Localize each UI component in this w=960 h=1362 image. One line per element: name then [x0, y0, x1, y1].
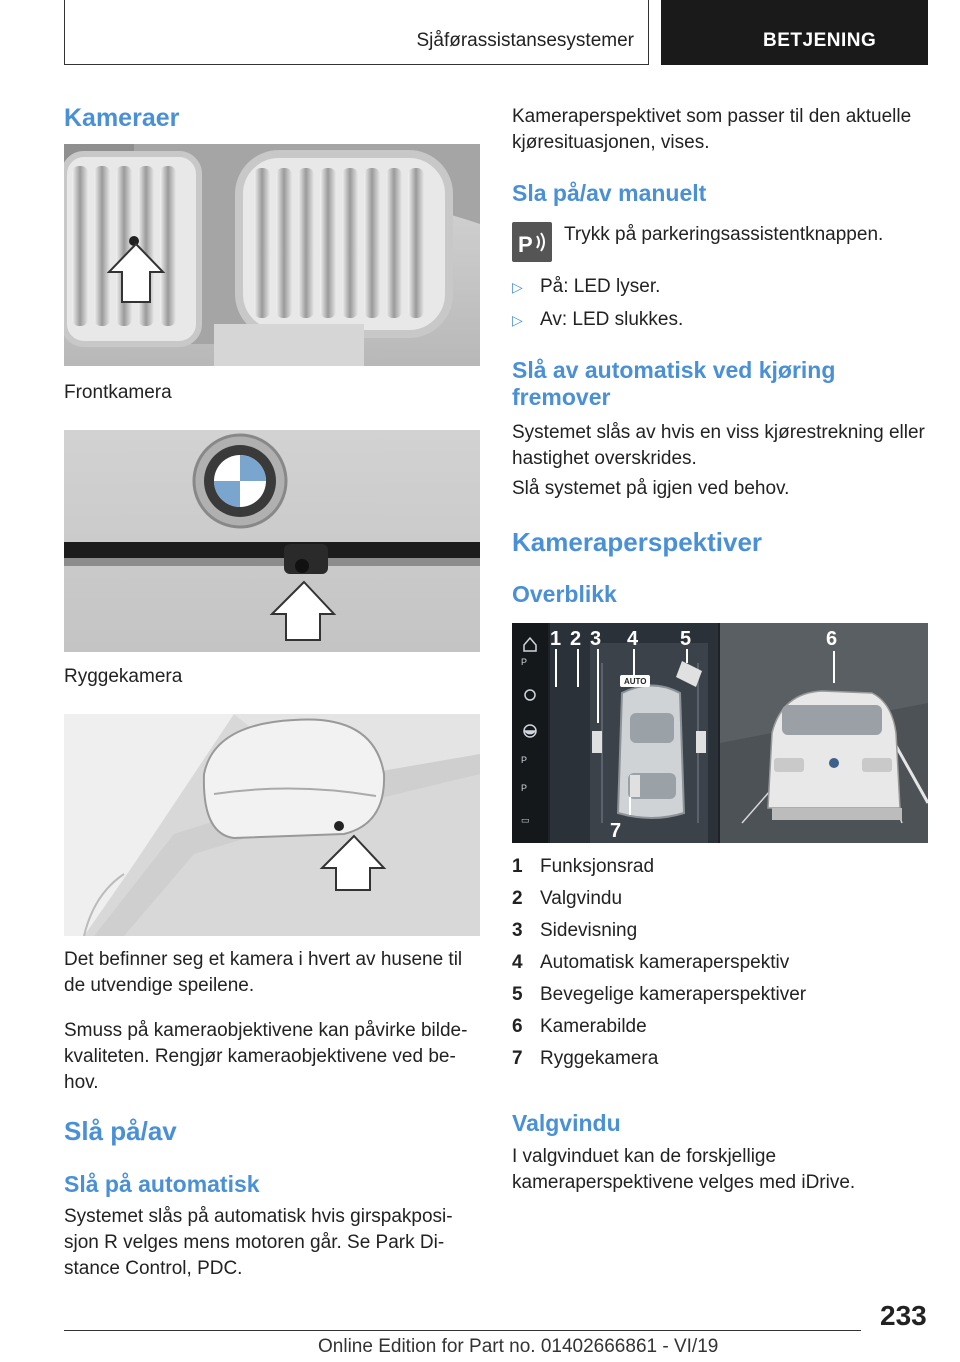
triangle-bullet-icon: ▷ [512, 312, 523, 328]
para-mirror-cameras: Det befinner seg et kamera i hvert av husene til de utvendige speilene. [64, 949, 463, 996]
caption-rear-camera: Ryggekamera [64, 666, 183, 687]
triangle-bullet-icon: ▷ [512, 279, 523, 295]
legend-number: 3 [512, 920, 523, 941]
front-camera-photo [64, 144, 480, 366]
svg-text:P: P [521, 755, 528, 765]
bullet-led-off-text: Av: LED slukkes. [540, 309, 684, 330]
para-auto-off: Systemet slås av hvis en viss kjørestrekning eller hastighet overskrides. [512, 422, 925, 469]
bullet-led-on [512, 276, 660, 298]
svg-text:P: P [518, 232, 533, 257]
bullet-led-on-text: På: LED lyser. [540, 276, 661, 297]
legend-number: 7 [512, 1048, 523, 1069]
header-chapter-box [661, 0, 928, 65]
svg-text:▭: ▭ [521, 815, 530, 825]
screen-label-6: 6 [826, 628, 838, 650]
legend-label: Bevegelige kameraperspektiver [540, 984, 807, 1005]
camera-display-screenshot [512, 623, 928, 843]
legend-label: Sidevisning [540, 920, 638, 941]
legend-number: 4 [512, 952, 523, 973]
legend-item [512, 1016, 647, 1042]
header-section-box [64, 0, 649, 65]
para-auto-on: Systemet slås på automatisk hvis girspakposisjon R velges mens motoren går. Se Park Distance Control, PDC. [64, 1206, 453, 1279]
legend-label: Valgvindu [540, 888, 623, 909]
legend-number: 6 [512, 1016, 523, 1037]
legend-number: 1 [512, 856, 523, 877]
legend-number: 5 [512, 984, 523, 1005]
screen-label-3: 3 [590, 628, 602, 650]
legend-item [512, 888, 622, 914]
legend-item [512, 1048, 658, 1074]
heading-perspectives: Kameraperspektiver [512, 527, 763, 557]
button-instruction: Trykk på parkeringsassistentknappen. [564, 224, 884, 245]
svg-text:P: P [521, 657, 528, 667]
para-perspective: Kameraperspektivet som passer til den aktuelle kjøresituasjonen, vises. [512, 106, 912, 153]
svg-text:P: P [521, 783, 528, 793]
header-chapter-title: BETJENING [763, 30, 877, 51]
heading-manual-on-off: Sla på/av manuelt [512, 180, 707, 206]
legend-item [512, 856, 654, 882]
legend-item [512, 952, 789, 978]
heading-on-off: Slå på/av [64, 1116, 177, 1146]
footer-divider [64, 1330, 861, 1331]
screen-label-4: 4 [627, 628, 639, 650]
legend-label: Funksjonsrad [540, 856, 655, 877]
screen-label-7: 7 [610, 820, 622, 842]
page-number: 233 [880, 1300, 927, 1331]
heading-auto-off: Slå av automatisk ved kjøring fremover [512, 357, 836, 410]
legend-label: Ryggekamera [540, 1048, 659, 1069]
screen-label-1: 1 [550, 628, 562, 650]
para-dirty-lenses: Smuss på kameraobjektivene kan påvirke bildekvaliteten. Rengjør kameraobjektivene ved behov. [64, 1020, 468, 1093]
heading-auto-on: Slå på automatisk [64, 1171, 260, 1197]
heading-selection-window: Valgvindu [512, 1110, 621, 1136]
screen-label-2: 2 [570, 628, 582, 650]
footer-edition: Online Edition for Part no. 01402666861 - VI/19 [318, 1336, 719, 1357]
header-section-title: Sjåførassistansesystemer [416, 30, 634, 51]
legend-item [512, 920, 637, 946]
heading-cameras: Kameraer [64, 104, 180, 132]
bullet-led-off [512, 309, 683, 331]
screen-auto-tag: AUTO [624, 677, 647, 686]
mirror-camera-photo [64, 714, 480, 936]
para-reenable: Slå systemet på igjen ved behov. [512, 478, 790, 499]
para-selection-window: I valgvinduet kan de forskjellige kameraperspektivene velges med iDrive. [512, 1146, 856, 1193]
legend-number: 2 [512, 888, 523, 909]
rear-camera-photo [64, 430, 480, 652]
heading-overview: Overblikk [512, 581, 617, 607]
screen-label-5: 5 [680, 628, 692, 650]
parking-assistant-button-icon [512, 222, 552, 262]
caption-front-camera: Frontkamera [64, 382, 172, 403]
legend-label: Kamerabilde [540, 1016, 647, 1037]
legend-item [512, 984, 806, 1010]
legend-label: Automatisk kameraperspektiv [540, 952, 790, 973]
